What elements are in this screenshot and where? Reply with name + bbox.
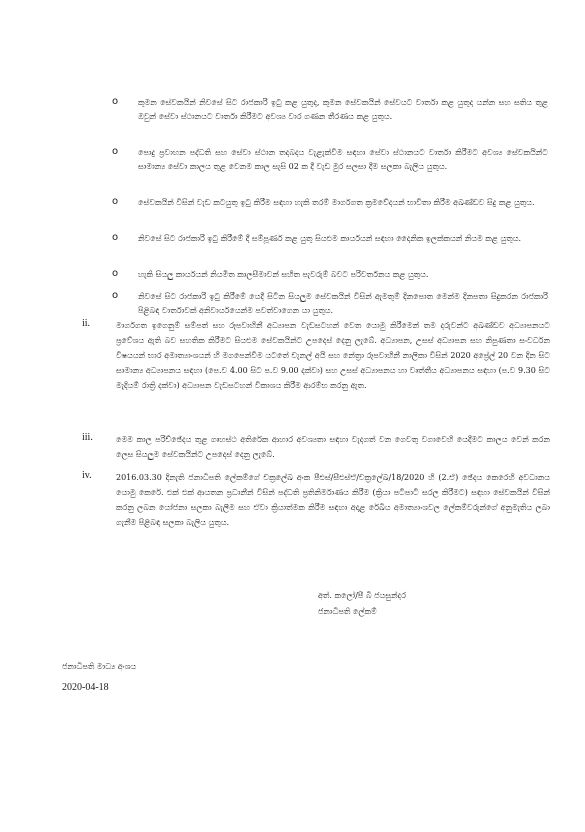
issuing-office: ජනාධිපති මාධ්‍ය අංශය (62, 662, 137, 671)
paragraph-number: iv. (82, 470, 92, 481)
bullet-text: සේවකයින් විසින් වැඩ කටයුතු ඉටු කිරීම සඳහා හැකි තරම් මාර්ගගත ක්‍රමවේදයන් භාවිතා කිරීම අඛණ්ඩව සිදු කළ යුතුය. (138, 198, 535, 207)
list-item (108, 196, 548, 226)
paragraph-ii (82, 318, 550, 393)
numbered-paragraph (82, 432, 550, 462)
bullet-marker: o (112, 232, 119, 243)
bullet-text: නිවසේ සිට රාජකාරි ඉටු කිරීමේ දී සම්පූර්ණ කළ යුතු සියළුම කාර්යයන් සඳහා දෛනික ඉලක්කයන් නියම කළ යුතුය. (138, 234, 521, 243)
signature-block (318, 588, 406, 620)
signatory-name: අත්. කලෝ/පී බී ජයසුන්දර (318, 591, 406, 600)
paragraph-text: මාර්ගගත ඉගෙනුම් සම්පත් සහ රූපවාහිනී අධ්‍යාපන වැඩසටහන් වෙත යොමු කිරීමෙන් තම දරුවන්ට අඛණ්ඩව අධ්‍යාපනයට ප්‍රවේශය ඇති බව සහතික කිරීමට සියළුම සේවකයින්ට උපදෙස් දෙනු ලැබේ. අධ්‍යාපන, උසස් අධ්‍යාපන සහ නිපුණතා සංවර්ධන විෂයයන් භාර අමාත්‍යාංශයන් හි මගපෙන්වීම යටතේ චැනල් අයි සහ නේත්‍රා රූපවාහිනී නාලිකා විසින් 2020 අප්‍රේල් 20 වන දින සිට සාමාන්‍ය අධ්‍යාපනය සඳහා (පෙ.ව 4.00 සිට ප.ව 9.00 දක්වා) සහ උසස් අධ්‍යාපනය හා වෘත්තීය අධ්‍යාපනය සඳහා (ප.ව 9.30 සිට මැදියම් රාත්‍රි දක්වා) අධ්‍යාපන වැඩසටහන් විකාශය කිරීම ආරම්භ කරනු ඇත. (116, 321, 550, 390)
bullet-text: නිවසේ සිට රාජකාරි ඉටු කිරීමේ යෙදී සිටින සියලුම සේවකයින් විසින් ඇමතුම් දිනපොත මෙන්ම දිනපතා සිදුකරන රාජකාරි පිළිබඳ වාර්තාවක් අනිවාර්යයෙන්ම පවත්වාගෙන යා යුතුය. (138, 292, 548, 315)
bullet-text: කුමන සේවකයින් නිවසේ සිට රාජකාරි ඉටු කළ යුතුද, කුමන සේවකයින් සේවයට වාර්තා කළ යුතුද යන්න සහ සතිය තුළ ඔවුන් සේවා ස්ථානයට වාර්තා කිරීමට අවශ්‍ය වාර ගණන තීරණය කළ යුතුය. (138, 98, 548, 121)
bullet-list (108, 96, 548, 340)
paragraph-iv (82, 470, 550, 530)
numbered-paragraph (82, 318, 550, 393)
bullet-marker: o (112, 290, 119, 301)
list-item (108, 268, 548, 284)
paragraph-iii (82, 432, 550, 462)
bullet-marker: o (112, 268, 119, 279)
paragraph-number: ii. (82, 318, 91, 329)
paragraph-text: 2016.03.30 දිනැති ජනාධිපති ලේකම්ගේ චක්‍රලේඛ අංක පීඑස්/සීඑස්ඒ/චක්‍රලේඛ/18/2020 හි (2.ඒ) ඡේදය කෙරෙහි අවධානය යොමු කෙරේ. එක් එක් ආයතන ප්‍රධානීන් විසින් පද්ධති ප්‍රතිනිර්මාණය කිරීම (ක්‍රියා පටිපාටි සරල කිරීමට) සඳහා සේවකයින් විසින් කරනු ලබන යෝජනා සලකා බැලීම සහ ඒවා ක්‍රියාත්මක කිරීම සඳහා අදාළ රේඛීය අමාත්‍යාංශවල ලේකම්වරුන්ගේ අනුමැතිය ලබා ගැනීම පිළිබඳ සලකා බැලිය යුතුය. (116, 473, 550, 527)
bullet-marker: o (112, 196, 119, 207)
bullet-marker: o (112, 96, 119, 107)
issue-date: 2020-04-18 (62, 682, 109, 693)
paragraph-text: මෙම කාල පරිච්ඡේදය තුළ ගෘහස්ථ අතිරේක ආහාර අවශ්‍යතා සඳහා වැදගත් වන ගෙවතු වගාවෙහි යෙදීමට කාලය වෙන් කරන ලෙස සියලුම සේවකයින්ට උපදෙස් දෙනු ලැබේ. (116, 435, 550, 459)
list-item (108, 146, 548, 190)
numbered-paragraph (82, 470, 550, 530)
bullet-text: හැකි සියලු කාර්යයන් නියමිත කාලසීමාවන් සහිත පැවරුම් බවට පරිවර්තනය කළ යුතුය. (138, 270, 429, 279)
signatory-title: ජනාධිපති ලේකම් (318, 607, 377, 616)
bullet-text: පොදු ප්‍රවාහන පද්ධති සහ සේවා ස්ථාන තදබදය වැළැක්වීම සඳහා සේවා ස්ථානයට වාර්තා කිරීමට අවශ්‍ය සේවකයින්ට සාමාන්‍ය සේවා කාලය තුළ වෙනම කාල සැසි 02 ක දී වැඩ මුර සලසා දීම සලකා බැලිය යුතුය. (138, 148, 548, 171)
bullet-marker: o (112, 146, 119, 157)
list-item (108, 96, 548, 140)
list-item (108, 232, 548, 262)
paragraph-number: iii. (82, 432, 93, 443)
